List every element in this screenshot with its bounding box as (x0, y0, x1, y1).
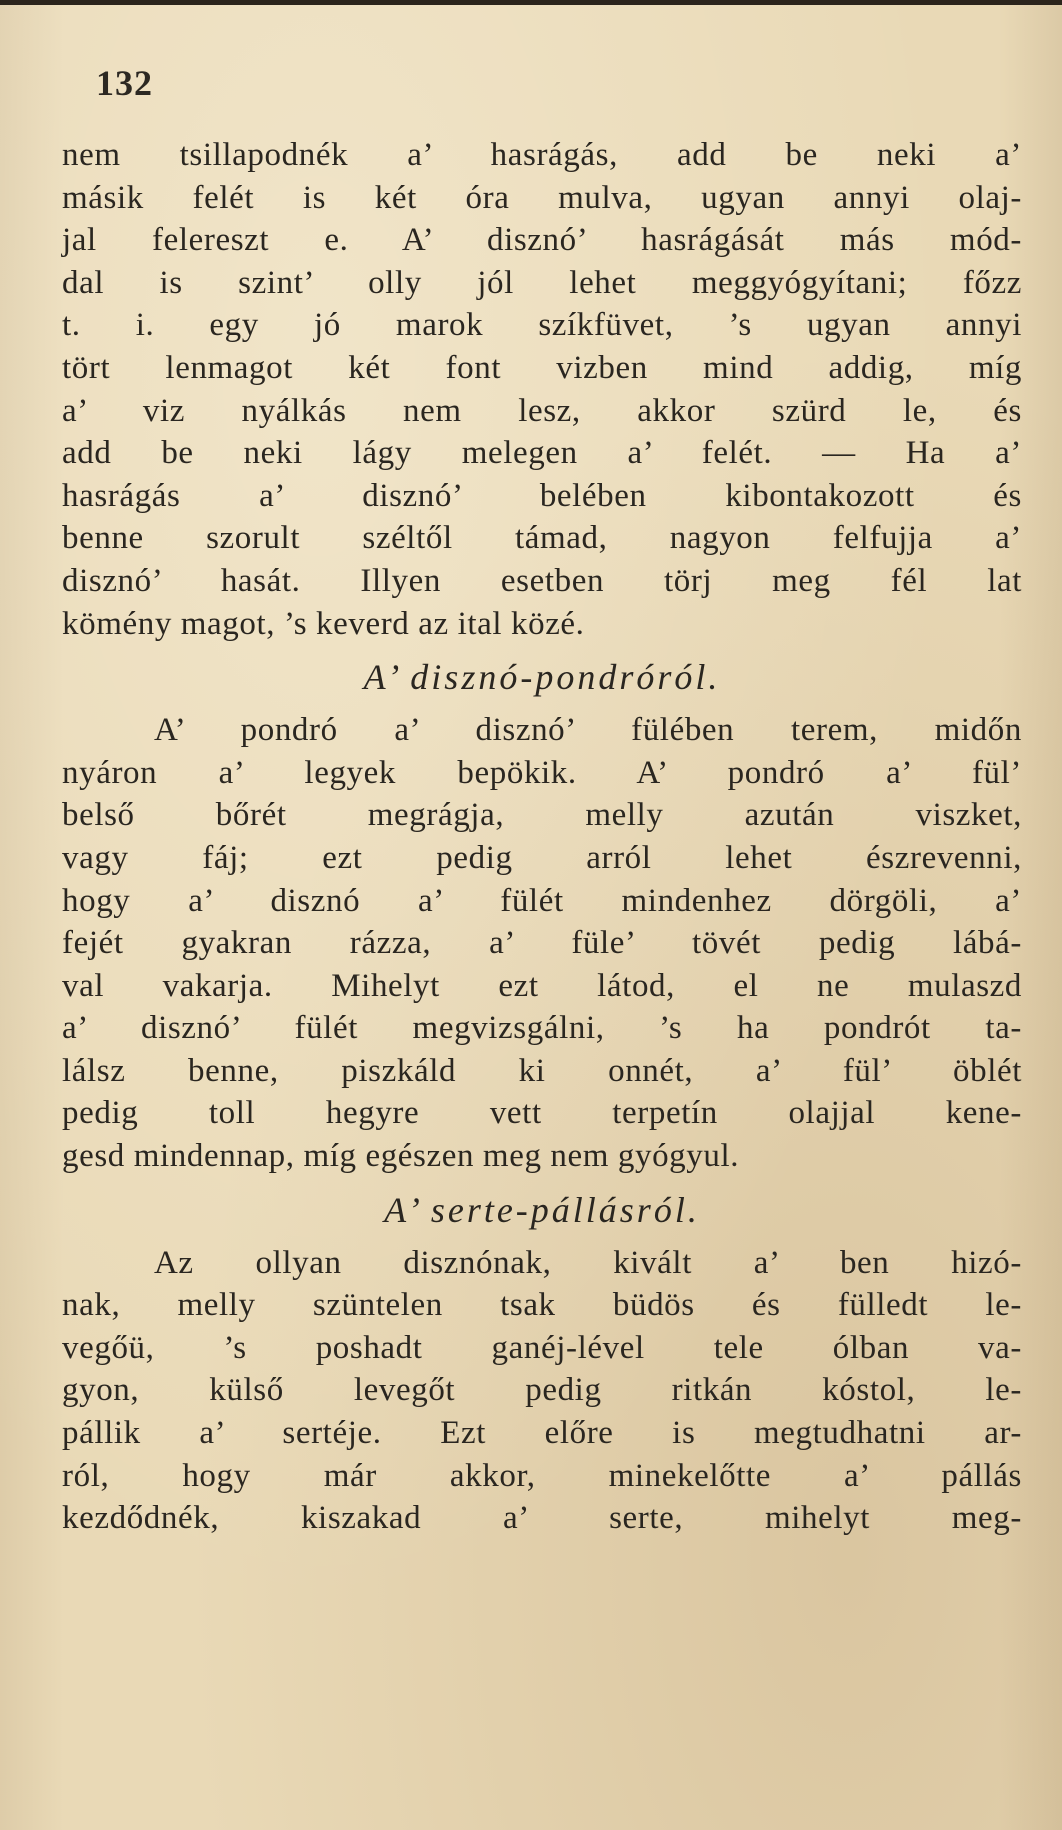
paragraph-hasragas (62, 134, 1022, 645)
text-line: pedig toll hegyre vett terpetín olajjal kene- (62, 1095, 1022, 1132)
text-line: gyon, külső levegőt pedig ritkán kóstol, le- (62, 1372, 1022, 1409)
body-text (62, 134, 1022, 1540)
text-line: ról, hogy már akkor, minekelőtte a’ pállás (62, 1457, 1022, 1494)
text-line: t. i. egy jó marok szíkfüvet, ’s ugyan annyi (62, 307, 1022, 344)
text-line: benne szorult széltől támad, nagyon felfujja a’ (62, 520, 1022, 557)
text-line: kömény magot, ’s keverd az ital közé. (62, 605, 585, 642)
text-line: disznó’ hasát. Illyen esetben törj meg fél lat (62, 562, 1022, 599)
text-line: hasrágás a’ disznó’ belében kibontakozott és (62, 477, 1022, 514)
text-line: val vakarja. Mihelyt ezt látod, el ne mulaszd (62, 967, 1022, 1004)
paragraph-pondro (62, 709, 1022, 1178)
text-line: hogy a’ disznó a’ fülét mindenhez dörgöli, a’ (62, 882, 1022, 919)
text-line: vegőü, ’s poshadt ganéj-lével tele ólban va- (62, 1329, 1022, 1366)
text-line: lálsz benne, piszkáld ki onnét, a’ fül’ öblét (62, 1052, 1022, 1089)
text-line: vagy fáj; ezt pedig arról lehet észrevenni, (62, 839, 1022, 876)
text-line: Az ollyan disznónak, kivált a’ ben hizó- (154, 1244, 1022, 1281)
text-line: kezdődnék, kiszakad a’ serte, mihelyt meg- (62, 1500, 1022, 1537)
section-heading-serte: A’ serte-pállásról. (384, 1189, 700, 1230)
page-number: 132 (96, 63, 153, 103)
text-line: nem tsillapodnék a’ hasrágás, add be neki a’ (62, 137, 1022, 173)
text-line: jal felereszt e. A’ disznó’ hasrágását más mód- (62, 222, 1022, 259)
text-line: fejét gyakran rázza, a’ füle’ tövét pedig lábá- (62, 925, 1022, 962)
section-heading-pondro: A’ disznó-pondróról. (363, 657, 721, 698)
text-line: dal is szint’ olly jól lehet meggyógyítani; főzz (62, 264, 1022, 301)
text-line: A’ pondró a’ disznó’ fülében terem, midőn (154, 712, 1022, 749)
text-line: tört lenmagot két font vizben mind addig, míg (62, 349, 1022, 386)
text-line: másik felét is két óra mulva, ugyan annyi olaj- (62, 179, 1022, 216)
text-line: nyáron a’ legyek bepökik. A’ pondró a’ fül’ (62, 754, 1022, 791)
text-line: pállik a’ sertéje. Ezt előre is megtudhatni ar- (62, 1415, 1022, 1452)
text-line: belső bőrét megrágja, melly azután viszket, (62, 797, 1022, 834)
text-line: add be neki lágy melegen a’ felét. — Ha a’ (62, 435, 1022, 472)
text-line: gesd mindennap, míg egészen meg nem gyógyul. (62, 1138, 740, 1175)
top-border (0, 0, 1062, 5)
text-line: a’ viz nyálkás nem lesz, akkor szürd le, és (62, 392, 1022, 429)
text-line: nak, melly szüntelen tsak büdös és fülledt le- (62, 1287, 1022, 1324)
paragraph-serte (62, 1242, 1022, 1540)
text-line: a’ disznó’ fülét megvizsgálni, ’s ha pondrót ta- (62, 1010, 1022, 1047)
